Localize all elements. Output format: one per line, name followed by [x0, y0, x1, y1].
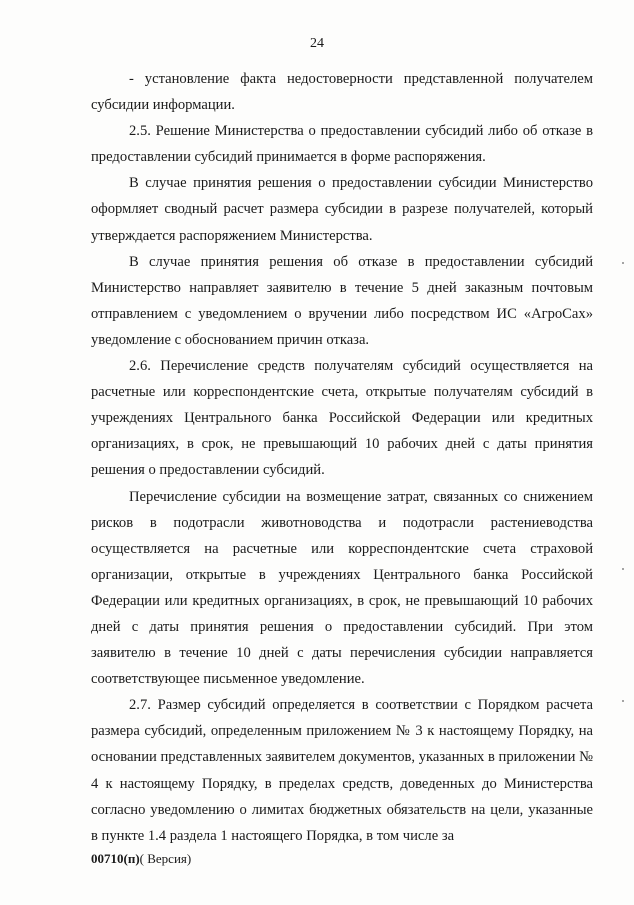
paragraph-dash-item: - установление факта недостоверности представленной получателем субсидии информации.: [91, 71, 593, 114]
footer-code: 00710(п): [91, 851, 140, 866]
footer-version: ( Версия): [139, 851, 192, 866]
paragraph-approval-decision: В случае принятия решения о предоставлении субсидии Министерство оформляет сводный расчет размера субсидии в разрезе получателей, который утверждается распоряжением Министерства.: [91, 175, 593, 244]
paragraph-2-5: 2.5. Решение Министерства о предоставлении субсидий либо об отказе в предоставлении субсидий принимается в форме распоряжения.: [91, 123, 593, 166]
footer-document-code: [91, 851, 191, 867]
paragraph-refusal-decision: В случае принятия решения об отказе в предоставлении субсидий Министерство направляет заявителю в течение 5 дней заказным почтовым отправлением с уведомлением о вручении либо посредством ИС «АгроСах» уведомление с обоснованием причин отказа.: [91, 253, 593, 348]
scan-speck: [622, 568, 624, 570]
scan-speck: [622, 262, 624, 264]
paragraph-2-6: 2.6. Перечисление средств получателям субсидий осуществляется на расчетные или корреспондентские счета, открытые получателям субсидий в учреждениях Центрального банка Российской Федерации или кредитных организациях, в срок, не превышающий 10 рабочих дней с даты принятия решения о предоставлении субсидий.: [91, 358, 593, 479]
page-number: 24: [310, 36, 324, 51]
scan-speck: [622, 700, 624, 702]
paragraph-insurance-transfer: Перечисление субсидии на возмещение затрат, связанных со снижением рисков в подотрасли животноводства и подотрасли растениеводства осуществляется на расчетные или корреспондентские счета страховой организации, открытые в учреждениях Центрального банка Российской Федерации или кредитных организациях, в срок, не превышающий 10 рабочих дней с даты принятия решения о предоставлении субсидий. При этом заявителю в течение 10 дней с даты перечисления субсидии направляется соответствующее письменное уведомление.: [91, 488, 593, 688]
document-body: [91, 66, 593, 849]
paragraph-2-7: 2.7. Размер субсидий определяется в соответствии с Порядком расчета размера субсидий, определенным приложением № 3 к настоящему Порядку, на основании представленных заявителем документов, указанных в приложении № 4 к настоящему Порядку, в пределах средств, доведенных до Министерства согласно уведомлению о лимитах бюджетных обязательств на цели, указанные в пункте 1.4 раздела 1 настоящего Порядка, в том числе за: [91, 697, 594, 844]
